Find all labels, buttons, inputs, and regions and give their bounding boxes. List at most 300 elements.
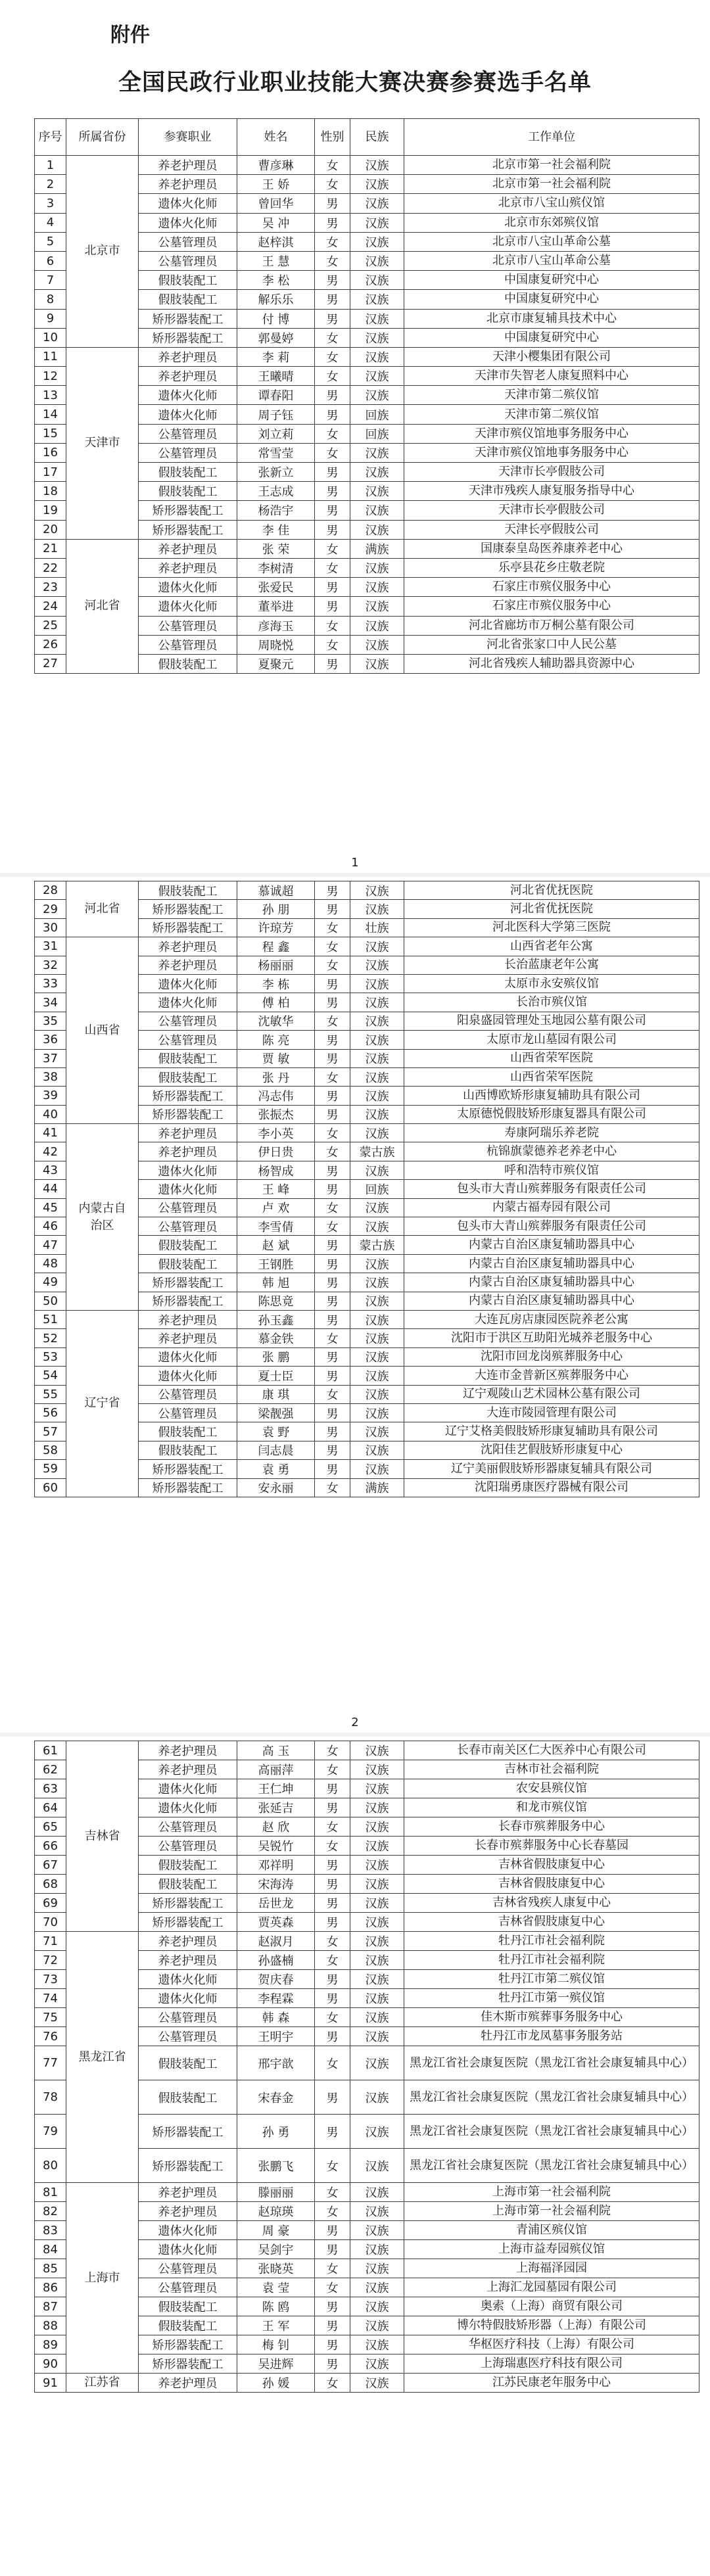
work-unit-cell: 和龙市殡仪馆 bbox=[404, 1798, 699, 1817]
name-cell: 陈 鸥 bbox=[237, 2297, 315, 2316]
gender-cell: 男 bbox=[315, 405, 350, 424]
ethnicity-cell: 汉族 bbox=[350, 1798, 404, 1817]
occupation-cell: 假肢装配工 bbox=[139, 881, 237, 900]
row-number: 25 bbox=[35, 616, 66, 635]
row-number: 16 bbox=[35, 443, 66, 462]
name-cell: 吴 冲 bbox=[237, 213, 315, 232]
occupation-cell: 公墓管理员 bbox=[139, 1217, 237, 1236]
ethnicity-cell: 汉族 bbox=[350, 2335, 404, 2354]
occupation-cell: 养老护理员 bbox=[139, 1124, 237, 1142]
gender-cell: 女 bbox=[315, 956, 350, 974]
gender-cell: 男 bbox=[315, 1180, 350, 1198]
gender-cell: 女 bbox=[315, 1012, 350, 1030]
ethnicity-cell: 汉族 bbox=[350, 1067, 404, 1086]
work-unit-cell: 山西省荣军医院 bbox=[404, 1067, 699, 1086]
work-unit-cell: 吉林省残疾人康复中心 bbox=[404, 1894, 699, 1913]
column-header: 序号 bbox=[35, 119, 66, 156]
row-number: 90 bbox=[35, 2354, 66, 2374]
name-cell: 杨智成 bbox=[237, 1161, 315, 1179]
table-page-3 bbox=[34, 1741, 699, 2393]
name-cell: 谭春阳 bbox=[237, 386, 315, 405]
ethnicity-cell: 汉族 bbox=[350, 578, 404, 597]
ethnicity-cell: 汉族 bbox=[350, 2259, 404, 2278]
occupation-cell: 公墓管理员 bbox=[139, 443, 237, 462]
province-cell: 天津市 bbox=[66, 347, 139, 539]
ethnicity-cell: 汉族 bbox=[350, 635, 404, 654]
ethnicity-cell: 汉族 bbox=[350, 1875, 404, 1894]
gender-cell: 男 bbox=[315, 213, 350, 232]
gender-cell: 男 bbox=[315, 1273, 350, 1292]
occupation-cell: 矫形器装配工 bbox=[139, 1105, 237, 1123]
work-unit-cell: 天津小樱集团有限公司 bbox=[404, 347, 699, 366]
occupation-cell: 假肢装配工 bbox=[139, 1049, 237, 1067]
ethnicity-cell: 汉族 bbox=[350, 1049, 404, 1067]
name-cell: 解乐乐 bbox=[237, 290, 315, 309]
row-number: 6 bbox=[35, 251, 66, 270]
ethnicity-cell: 汉族 bbox=[350, 900, 404, 918]
work-unit-cell: 北京市东郊殡仪馆 bbox=[404, 213, 699, 232]
ethnicity-cell: 汉族 bbox=[350, 1441, 404, 1459]
occupation-cell: 公墓管理员 bbox=[139, 635, 237, 654]
work-unit-cell: 沈阳市回龙岗殡葬服务中心 bbox=[404, 1347, 699, 1366]
row-number: 47 bbox=[35, 1236, 66, 1254]
name-cell: 贾 敏 bbox=[237, 1049, 315, 1067]
name-cell: 宋海涛 bbox=[237, 1875, 315, 1894]
occupation-cell: 矫形器装配工 bbox=[139, 328, 237, 347]
occupation-cell: 假肢装配工 bbox=[139, 482, 237, 501]
name-cell: 李 松 bbox=[237, 271, 315, 290]
occupation-cell: 养老护理员 bbox=[139, 175, 237, 194]
occupation-cell: 养老护理员 bbox=[139, 2374, 237, 2393]
occupation-cell: 矫形器装配工 bbox=[139, 900, 237, 918]
gender-cell: 女 bbox=[315, 2259, 350, 2278]
occupation-cell: 假肢装配工 bbox=[139, 290, 237, 309]
gender-cell: 男 bbox=[315, 597, 350, 616]
column-header: 工作单位 bbox=[404, 119, 699, 156]
work-unit-cell: 包头市大青山殡葬服务有限责任公司 bbox=[404, 1217, 699, 1236]
ethnicity-cell: 汉族 bbox=[350, 1310, 404, 1328]
name-cell: 张晓英 bbox=[237, 2259, 315, 2278]
gender-cell: 女 bbox=[315, 1817, 350, 1837]
name-cell: 冯志伟 bbox=[237, 1087, 315, 1105]
name-cell: 岳世龙 bbox=[237, 1894, 315, 1913]
work-unit-cell: 牡丹江市龙凤墓事务服务站 bbox=[404, 2027, 699, 2046]
gender-cell: 女 bbox=[315, 539, 350, 558]
occupation-cell: 假肢装配工 bbox=[139, 271, 237, 290]
row-number: 82 bbox=[35, 2202, 66, 2221]
work-unit-cell: 石家庄市殡仪服务中心 bbox=[404, 597, 699, 616]
gender-cell: 女 bbox=[315, 2183, 350, 2202]
name-cell: 慕诚超 bbox=[237, 881, 315, 900]
row-number: 70 bbox=[35, 1913, 66, 1932]
name-cell: 王志成 bbox=[237, 482, 315, 501]
row-number: 20 bbox=[35, 520, 66, 539]
ethnicity-cell: 汉族 bbox=[350, 558, 404, 577]
occupation-cell: 养老护理员 bbox=[139, 1760, 237, 1779]
name-cell: 伊日贵 bbox=[237, 1142, 315, 1161]
ethnicity-cell: 汉族 bbox=[350, 881, 404, 900]
work-unit-cell: 北京市八宝山革命公墓 bbox=[404, 251, 699, 270]
gender-cell: 男 bbox=[315, 520, 350, 539]
name-cell: 杨浩宇 bbox=[237, 501, 315, 520]
gender-cell: 女 bbox=[315, 175, 350, 194]
work-unit-cell: 大连市陵园管理有限公司 bbox=[404, 1403, 699, 1422]
gender-cell: 男 bbox=[315, 2080, 350, 2115]
name-cell: 康 琪 bbox=[237, 1385, 315, 1403]
ethnicity-cell: 汉族 bbox=[350, 347, 404, 366]
column-header: 姓名 bbox=[237, 119, 315, 156]
occupation-cell: 养老护理员 bbox=[139, 2183, 237, 2202]
work-unit-cell: 太原市龙山墓园有限公司 bbox=[404, 1031, 699, 1049]
occupation-cell: 养老护理员 bbox=[139, 156, 237, 175]
work-unit-cell: 长春市南关区仁大医养中心有限公司 bbox=[404, 1741, 699, 1760]
name-cell: 李雪倩 bbox=[237, 1217, 315, 1236]
ethnicity-cell: 汉族 bbox=[350, 2374, 404, 2393]
work-unit-cell: 奥索（上海）商贸有限公司 bbox=[404, 2297, 699, 2316]
work-unit-cell: 河北省张家口中人民公墓 bbox=[404, 635, 699, 654]
row-number: 3 bbox=[35, 194, 66, 213]
ethnicity-cell: 汉族 bbox=[350, 1105, 404, 1123]
table-row bbox=[35, 539, 699, 558]
work-unit-cell: 内蒙古福寿园有限公司 bbox=[404, 1198, 699, 1217]
gender-cell: 男 bbox=[315, 1254, 350, 1273]
gender-cell: 男 bbox=[315, 993, 350, 1012]
ethnicity-cell: 汉族 bbox=[350, 2080, 404, 2115]
occupation-cell: 遗体火化师 bbox=[139, 1367, 237, 1385]
work-unit-cell: 青浦区殡仪馆 bbox=[404, 2221, 699, 2240]
row-number: 49 bbox=[35, 1273, 66, 1292]
ethnicity-cell: 汉族 bbox=[350, 1460, 404, 1478]
work-unit-cell: 长春市殡葬服务中心 bbox=[404, 1817, 699, 1837]
row-number: 65 bbox=[35, 1817, 66, 1837]
occupation-cell: 假肢装配工 bbox=[139, 2297, 237, 2316]
row-number: 5 bbox=[35, 232, 66, 251]
gender-cell: 女 bbox=[315, 1217, 350, 1236]
work-unit-cell: 天津市失智老人康复照料中心 bbox=[404, 367, 699, 386]
ethnicity-cell: 满族 bbox=[350, 1478, 404, 1497]
occupation-cell: 遗体火化师 bbox=[139, 1798, 237, 1817]
row-number: 11 bbox=[35, 347, 66, 366]
work-unit-cell: 内蒙古自治区康复辅助器具中心 bbox=[404, 1292, 699, 1310]
gender-cell: 男 bbox=[315, 1347, 350, 1366]
ethnicity-cell: 汉族 bbox=[350, 251, 404, 270]
work-unit-cell: 辽宁艾格美假肢矫形康复辅助具有限公司 bbox=[404, 1422, 699, 1441]
work-unit-cell: 阳泉盛园管理处玉地园公墓有限公司 bbox=[404, 1012, 699, 1030]
work-unit-cell: 杭锦旗蒙德养老养老中心 bbox=[404, 1142, 699, 1161]
name-cell: 张新立 bbox=[237, 463, 315, 482]
work-unit-cell: 天津市殡仪馆地事务服务中心 bbox=[404, 424, 699, 443]
name-cell: 傅 柏 bbox=[237, 993, 315, 1012]
gender-cell: 女 bbox=[315, 2046, 350, 2080]
gender-cell: 男 bbox=[315, 1236, 350, 1254]
table-row bbox=[35, 1124, 699, 1142]
gender-cell: 女 bbox=[315, 1142, 350, 1161]
name-cell: 张振杰 bbox=[237, 1105, 315, 1123]
ethnicity-cell: 汉族 bbox=[350, 1273, 404, 1292]
table-row bbox=[35, 347, 699, 366]
ethnicity-cell: 满族 bbox=[350, 539, 404, 558]
page-separator bbox=[0, 1733, 710, 1737]
occupation-cell: 养老护理员 bbox=[139, 367, 237, 386]
ethnicity-cell: 汉族 bbox=[350, 309, 404, 328]
gender-cell: 女 bbox=[315, 443, 350, 462]
ethnicity-cell: 汉族 bbox=[350, 482, 404, 501]
occupation-cell: 养老护理员 bbox=[139, 1329, 237, 1347]
row-number: 76 bbox=[35, 2027, 66, 2046]
row-number: 56 bbox=[35, 1403, 66, 1422]
occupation-cell: 遗体火化师 bbox=[139, 578, 237, 597]
work-unit-cell: 辽宁美丽假肢矫形器康复辅具有限公司 bbox=[404, 1460, 699, 1478]
name-cell: 陈思竟 bbox=[237, 1292, 315, 1310]
ethnicity-cell: 汉族 bbox=[350, 1817, 404, 1837]
table-header-row bbox=[35, 119, 699, 156]
table-row bbox=[35, 2183, 699, 2202]
ethnicity-cell: 汉族 bbox=[350, 367, 404, 386]
table-row bbox=[35, 881, 699, 900]
row-number: 33 bbox=[35, 974, 66, 993]
occupation-cell: 矫形器装配工 bbox=[139, 1460, 237, 1478]
row-number: 34 bbox=[35, 993, 66, 1012]
gender-cell: 男 bbox=[315, 1161, 350, 1179]
occupation-cell: 矫形器装配工 bbox=[139, 1273, 237, 1292]
work-unit-cell: 北京市八宝山殡仪馆 bbox=[404, 194, 699, 213]
ethnicity-cell: 汉族 bbox=[350, 654, 404, 673]
occupation-cell: 公墓管理员 bbox=[139, 1817, 237, 1837]
name-cell: 孙 朋 bbox=[237, 900, 315, 918]
row-number: 35 bbox=[35, 1012, 66, 1030]
ethnicity-cell: 蒙古族 bbox=[350, 1142, 404, 1161]
ethnicity-cell: 汉族 bbox=[350, 1012, 404, 1030]
ethnicity-cell: 汉族 bbox=[350, 290, 404, 309]
gender-cell: 男 bbox=[315, 1894, 350, 1913]
occupation-cell: 遗体火化师 bbox=[139, 993, 237, 1012]
gender-cell: 男 bbox=[315, 1403, 350, 1422]
name-cell: 张爱民 bbox=[237, 578, 315, 597]
name-cell: 赵琼瑛 bbox=[237, 2202, 315, 2221]
gender-cell: 男 bbox=[315, 1367, 350, 1385]
gender-cell: 男 bbox=[315, 1049, 350, 1067]
ethnicity-cell: 汉族 bbox=[350, 616, 404, 635]
gender-cell: 女 bbox=[315, 1478, 350, 1497]
province-cell: 内蒙古自治区 bbox=[66, 1124, 139, 1311]
occupation-cell: 矫形器装配工 bbox=[139, 501, 237, 520]
row-number: 28 bbox=[35, 881, 66, 900]
row-number: 26 bbox=[35, 635, 66, 654]
name-cell: 沈敏华 bbox=[237, 1012, 315, 1030]
work-unit-cell: 河北省优抚医院 bbox=[404, 900, 699, 918]
row-number: 17 bbox=[35, 463, 66, 482]
row-number: 81 bbox=[35, 2183, 66, 2202]
row-number: 38 bbox=[35, 1067, 66, 1086]
occupation-cell: 公墓管理员 bbox=[139, 1031, 237, 1049]
gender-cell: 女 bbox=[315, 2149, 350, 2183]
work-unit-cell: 包头市大青山殡葬服务有限责任公司 bbox=[404, 1180, 699, 1198]
ethnicity-cell: 汉族 bbox=[350, 1741, 404, 1760]
occupation-cell: 假肢装配工 bbox=[139, 1254, 237, 1273]
ethnicity-cell: 汉族 bbox=[350, 1031, 404, 1049]
name-cell: 李 莉 bbox=[237, 347, 315, 366]
row-number: 24 bbox=[35, 597, 66, 616]
gender-cell: 男 bbox=[315, 654, 350, 673]
row-number: 13 bbox=[35, 386, 66, 405]
gender-cell: 男 bbox=[315, 1875, 350, 1894]
gender-cell: 男 bbox=[315, 578, 350, 597]
row-number: 86 bbox=[35, 2278, 66, 2297]
name-cell: 周子钰 bbox=[237, 405, 315, 424]
work-unit-cell: 北京市康复辅具技术中心 bbox=[404, 309, 699, 328]
table-row bbox=[35, 1932, 699, 1951]
work-unit-cell: 中国康复研究中心 bbox=[404, 271, 699, 290]
work-unit-cell: 中国康复研究中心 bbox=[404, 328, 699, 347]
row-number: 18 bbox=[35, 482, 66, 501]
work-unit-cell: 国康泰皇岛医养康养老中心 bbox=[404, 539, 699, 558]
work-unit-cell: 天津市第二殡仪馆 bbox=[404, 386, 699, 405]
occupation-cell: 养老护理员 bbox=[139, 1932, 237, 1951]
name-cell: 孙盛楠 bbox=[237, 1951, 315, 1970]
ethnicity-cell: 汉族 bbox=[350, 194, 404, 213]
work-unit-cell: 黑龙江省社会康复医院（黑龙江省社会康复辅具中心） bbox=[404, 2149, 699, 2183]
ethnicity-cell: 汉族 bbox=[350, 328, 404, 347]
gender-cell: 男 bbox=[315, 1913, 350, 1932]
row-number: 51 bbox=[35, 1310, 66, 1328]
name-cell: 袁 莹 bbox=[237, 2278, 315, 2297]
work-unit-cell: 寿康阿瑞乐养老院 bbox=[404, 1124, 699, 1142]
occupation-cell: 假肢装配工 bbox=[139, 1856, 237, 1875]
gender-cell: 女 bbox=[315, 1932, 350, 1951]
row-number: 9 bbox=[35, 309, 66, 328]
name-cell: 高 玉 bbox=[237, 1741, 315, 1760]
ethnicity-cell: 汉族 bbox=[350, 1837, 404, 1856]
ethnicity-cell: 汉族 bbox=[350, 2115, 404, 2149]
occupation-cell: 遗体火化师 bbox=[139, 1161, 237, 1179]
occupation-cell: 假肢装配工 bbox=[139, 2316, 237, 2335]
ethnicity-cell: 汉族 bbox=[350, 2316, 404, 2335]
work-unit-cell: 河北省优抚医院 bbox=[404, 881, 699, 900]
work-unit-cell: 天津市第二殡仪馆 bbox=[404, 405, 699, 424]
occupation-cell: 矫形器装配工 bbox=[139, 1087, 237, 1105]
row-number: 71 bbox=[35, 1932, 66, 1951]
name-cell: 孙玉鑫 bbox=[237, 1310, 315, 1328]
gender-cell: 男 bbox=[315, 1105, 350, 1123]
roster-table bbox=[34, 1741, 699, 2393]
gender-cell: 男 bbox=[315, 1422, 350, 1441]
occupation-cell: 遗体火化师 bbox=[139, 1989, 237, 2008]
ethnicity-cell: 蒙古族 bbox=[350, 1236, 404, 1254]
work-unit-cell: 沈阳市于洪区互助阳光城养老服务中心 bbox=[404, 1329, 699, 1347]
name-cell: 常雪莹 bbox=[237, 443, 315, 462]
occupation-cell: 公墓管理员 bbox=[139, 1837, 237, 1856]
row-number: 58 bbox=[35, 1441, 66, 1459]
row-number: 91 bbox=[35, 2374, 66, 2393]
ethnicity-cell: 汉族 bbox=[350, 1217, 404, 1236]
work-unit-cell: 山西省老年公寓 bbox=[404, 937, 699, 956]
province-cell: 上海市 bbox=[66, 2183, 139, 2374]
ethnicity-cell: 汉族 bbox=[350, 1760, 404, 1779]
work-unit-cell: 上海市第一社会福利院 bbox=[404, 2202, 699, 2221]
gender-cell: 男 bbox=[315, 463, 350, 482]
name-cell: 张 丹 bbox=[237, 1067, 315, 1086]
ethnicity-cell: 汉族 bbox=[350, 1367, 404, 1385]
province-cell: 吉林省 bbox=[66, 1741, 139, 1932]
name-cell: 王 峰 bbox=[237, 1180, 315, 1198]
ethnicity-cell: 汉族 bbox=[350, 463, 404, 482]
work-unit-cell: 华枢医疗科技（上海）有限公司 bbox=[404, 2335, 699, 2354]
gender-cell: 男 bbox=[315, 1779, 350, 1798]
name-cell: 韩 森 bbox=[237, 2008, 315, 2027]
occupation-cell: 公墓管理员 bbox=[139, 424, 237, 443]
ethnicity-cell: 汉族 bbox=[350, 2221, 404, 2240]
gender-cell: 女 bbox=[315, 1385, 350, 1403]
occupation-cell: 养老护理员 bbox=[139, 937, 237, 956]
occupation-cell: 矫形器装配工 bbox=[139, 918, 237, 937]
occupation-cell: 假肢装配工 bbox=[139, 1236, 237, 1254]
province-cell: 北京市 bbox=[66, 156, 139, 348]
occupation-cell: 矫形器装配工 bbox=[139, 520, 237, 539]
work-unit-cell: 上海市第一社会福利院 bbox=[404, 2183, 699, 2202]
name-cell: 夏聚元 bbox=[237, 654, 315, 673]
gender-cell: 女 bbox=[315, 2374, 350, 2393]
name-cell: 周晓悦 bbox=[237, 635, 315, 654]
work-unit-cell: 长治市殡仪馆 bbox=[404, 993, 699, 1012]
occupation-cell: 养老护理员 bbox=[139, 1310, 237, 1328]
ethnicity-cell: 回族 bbox=[350, 424, 404, 443]
name-cell: 李树清 bbox=[237, 558, 315, 577]
gender-cell: 男 bbox=[315, 2354, 350, 2374]
page-number: 2 bbox=[351, 1716, 359, 1729]
gender-cell: 女 bbox=[315, 1124, 350, 1142]
table-page-1 bbox=[34, 118, 699, 674]
row-number: 32 bbox=[35, 956, 66, 974]
province-cell: 辽宁省 bbox=[66, 1310, 139, 1497]
name-cell: 张 荣 bbox=[237, 539, 315, 558]
row-number: 40 bbox=[35, 1105, 66, 1123]
row-number: 77 bbox=[35, 2046, 66, 2080]
work-unit-cell: 上海瑞惠医疗科技有限公司 bbox=[404, 2354, 699, 2374]
ethnicity-cell: 壮族 bbox=[350, 918, 404, 937]
row-number: 75 bbox=[35, 2008, 66, 2027]
gender-cell: 女 bbox=[315, 937, 350, 956]
gender-cell: 男 bbox=[315, 881, 350, 900]
name-cell: 王 军 bbox=[237, 2316, 315, 2335]
ethnicity-cell: 汉族 bbox=[350, 501, 404, 520]
ethnicity-cell: 汉族 bbox=[350, 2183, 404, 2202]
roster-table bbox=[34, 881, 699, 1497]
name-cell: 吴进辉 bbox=[237, 2354, 315, 2374]
ethnicity-cell: 汉族 bbox=[350, 2354, 404, 2374]
occupation-cell: 遗体火化师 bbox=[139, 405, 237, 424]
column-header: 民族 bbox=[350, 119, 404, 156]
row-number: 21 bbox=[35, 539, 66, 558]
ethnicity-cell: 汉族 bbox=[350, 1403, 404, 1422]
occupation-cell: 矫形器装配工 bbox=[139, 1478, 237, 1497]
occupation-cell: 矫形器装配工 bbox=[139, 2354, 237, 2374]
ethnicity-cell: 汉族 bbox=[350, 443, 404, 462]
work-unit-cell: 黑龙江省社会康复医院（黑龙江省社会康复辅具中心） bbox=[404, 2115, 699, 2149]
gender-cell: 男 bbox=[315, 1310, 350, 1328]
row-number: 61 bbox=[35, 1741, 66, 1760]
gender-cell: 男 bbox=[315, 271, 350, 290]
row-number: 45 bbox=[35, 1198, 66, 1217]
occupation-cell: 公墓管理员 bbox=[139, 1012, 237, 1030]
work-unit-cell: 内蒙古自治区康复辅助器具中心 bbox=[404, 1273, 699, 1292]
name-cell: 吴锐竹 bbox=[237, 1837, 315, 1856]
occupation-cell: 遗体火化师 bbox=[139, 974, 237, 993]
gender-cell: 女 bbox=[315, 2278, 350, 2297]
occupation-cell: 假肢装配工 bbox=[139, 2080, 237, 2115]
ethnicity-cell: 汉族 bbox=[350, 1989, 404, 2008]
row-number: 78 bbox=[35, 2080, 66, 2115]
ethnicity-cell: 汉族 bbox=[350, 1087, 404, 1105]
